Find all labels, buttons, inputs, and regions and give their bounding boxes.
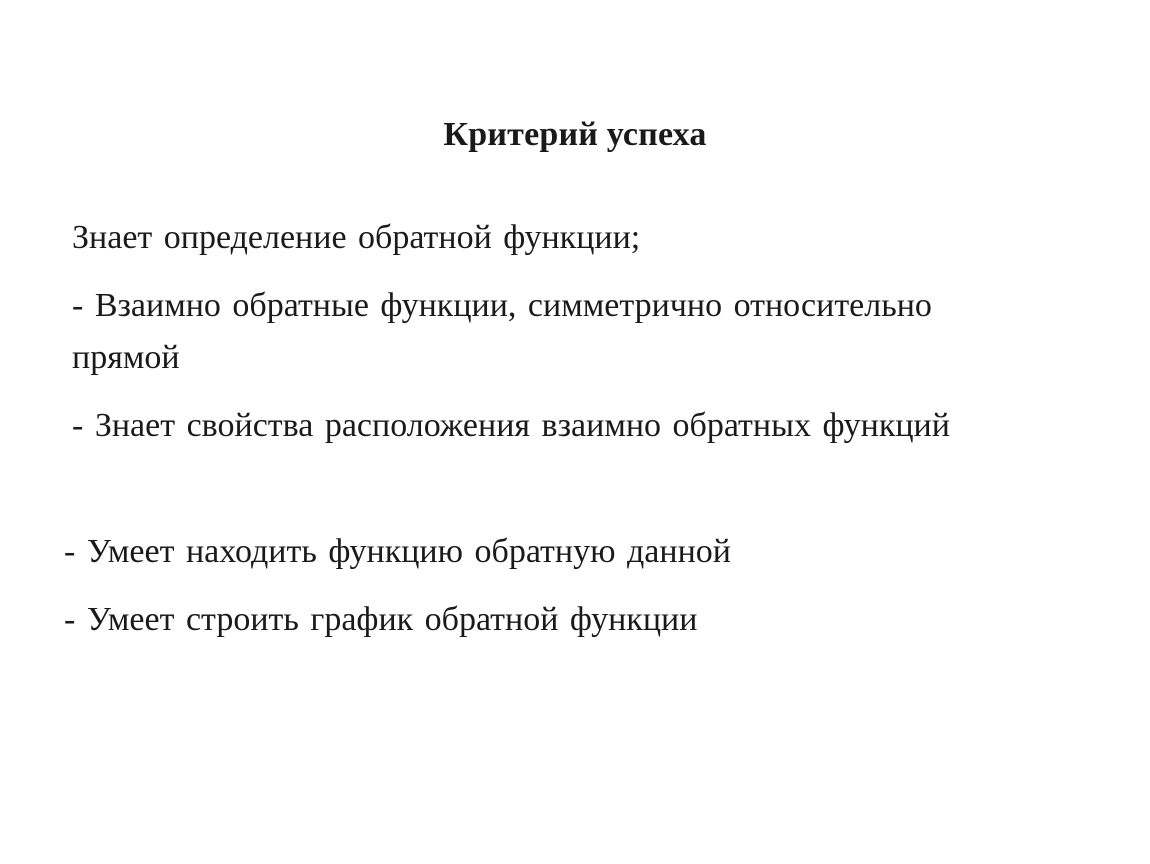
criterion-line: прямой (72, 339, 180, 376)
criterion-line: - Умеет находить функцию обратную данной (64, 533, 731, 570)
criterion-line: - Умеет строить график обратной функции (64, 601, 698, 638)
criterion-line: Знает определение обратной функции; (72, 219, 641, 256)
criterion-line: - Знает свойства расположения взаимно обратных функций (72, 407, 950, 444)
criterion-line: - Взаимно обратные функции, симметрично относительно (72, 287, 932, 324)
slide-title: Критерий успеха (443, 116, 707, 153)
